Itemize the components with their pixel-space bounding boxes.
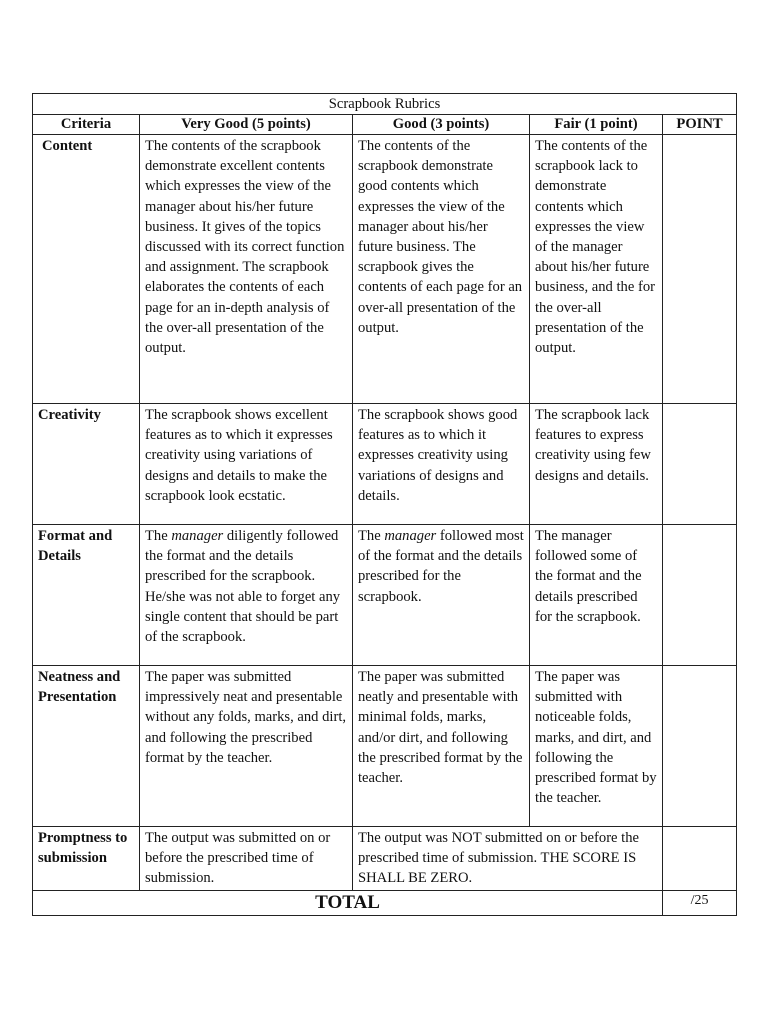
promptness-otherwise: The output was NOT submitted on or before the prescribed time of submission. THE SCORE IS SHALL BE ZERO. [353,827,663,891]
creativity-fair: The scrapbook lack features to express creativity using few designs and details. [530,404,663,525]
rubric-title: Scrapbook Rubrics [33,94,737,115]
creativity-point-cell [663,404,737,525]
criteria-neatness: Neatness and Presentation [33,666,140,827]
content-point-cell [663,135,737,404]
header-row [33,115,737,135]
header-fair: Fair (1 point) [530,115,663,135]
content-good: The contents of the scrapbook demonstrate good contents which expresses the view of the manager about his/her future business. The scrapbook gives the contents of each page for an over-all presentation of the output. [353,135,530,404]
table-row-neatness [33,666,737,827]
promptness-very-good: The output was submitted on or before the prescribed time of submission. [140,827,353,891]
table-row-creativity [33,404,737,525]
format-good-em: manager [384,528,437,544]
creativity-very-good: The scrapbook shows excellent features as to which it expresses creativity using variations of designs and details to make the scrapbook look ecstatic. [140,404,353,525]
scrapbook-rubric-table [32,93,737,916]
criteria-content: Content [33,135,140,404]
table-row-format [33,525,737,666]
neatness-very-good: The paper was submitted impressively neat and presentable without any folds, marks, and dirt, and following the prescribed format by the teacher. [140,666,353,827]
neatness-point-cell [663,666,737,827]
neatness-fair: The paper was submitted with noticeable folds, marks, and dirt, and following the prescribed format by the teacher. [530,666,663,827]
table-row-total [33,890,737,915]
format-fair: The manager followed some of the format and the details prescribed for the scrapbook. [530,525,663,666]
header-very-good: Very Good (5 points) [140,115,353,135]
title-row [33,94,737,115]
header-criteria: Criteria [33,115,140,135]
total-points: /25 [663,890,737,915]
table-row-content [33,135,737,404]
table-row-promptness [33,827,737,891]
format-good-pre: The [358,528,385,544]
criteria-promptness: Promptness to submission [33,827,140,891]
total-label: TOTAL [33,890,663,915]
content-fair: The contents of the scrapbook lack to demonstrate contents which expresses the view of the manager about his/her future business, and the for the over-all presentation of the output. [530,135,663,404]
promptness-point-cell [663,827,737,891]
criteria-creativity: Creativity [33,404,140,525]
creativity-good: The scrapbook shows good features as to which it expresses creativity using variations of designs and details. [353,404,530,525]
format-very-good-em: manager [171,528,224,544]
criteria-format: Format and Details [33,525,140,666]
format-very-good [140,525,353,666]
format-very-good-post: diligently followed the format and the details prescribed for the scrapbook. He/she was not able to forget any single content that should be part of the scrapbook. [145,528,341,646]
header-point: POINT [663,115,737,135]
format-good-post: followed most of the format and the details prescribed for the scrapbook. [358,528,524,605]
format-point-cell [663,525,737,666]
format-good [353,525,530,666]
content-very-good: The contents of the scrapbook demonstrate excellent contents which expresses the view of the manager about his/her future business. It gives of the topics discussed with its correct function and assignment. The scrapbook elaborates the contents of each page for an in-depth analysis of the over-all presentation of the output. [140,135,353,404]
format-very-good-pre: The [145,528,172,544]
neatness-good: The paper was submitted neatly and presentable with minimal folds, marks, and/or dirt, and following the prescribed format by the teacher. [353,666,530,827]
header-good: Good (3 points) [353,115,530,135]
